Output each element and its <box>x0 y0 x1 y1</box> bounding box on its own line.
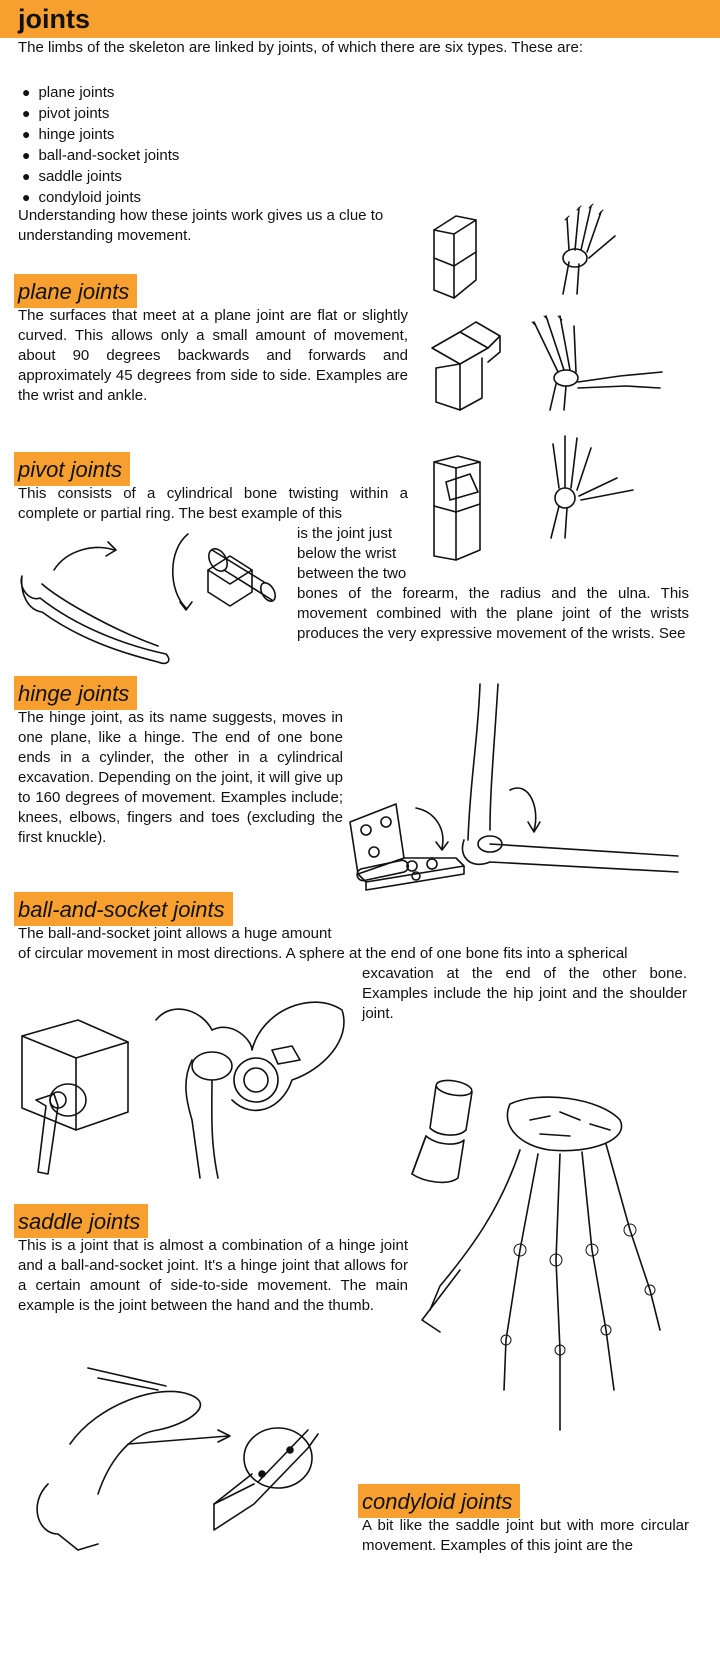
bent-wrist-bones-illustration <box>530 312 670 412</box>
plane-joint-tilted-block-illustration <box>428 318 508 418</box>
intro-text: The limbs of the skeleton are linked by joints, of which there are six types. These are: <box>18 39 584 56</box>
header-bar <box>0 0 720 38</box>
hand-skeleton-illustration <box>410 1090 695 1450</box>
ball-and-socket-text-3: excavation at the end of the other bone. Examples include the hip joint and the shoulder joint. <box>362 965 687 1022</box>
list-item: ● condyloid joints <box>22 187 179 208</box>
page-title: joints <box>18 4 90 34</box>
list-item: ● plane joints <box>22 82 179 103</box>
pivot-joints-text-2: is the joint just below the wrist between the two <box>297 525 407 582</box>
understanding-text: Understanding how these joints work gives us a clue to understanding movement. <box>18 207 384 244</box>
list-item: ● saddle joints <box>22 166 179 187</box>
elbow-hinge-illustration <box>450 680 680 880</box>
list-item: ● ball-and-socket joints <box>22 145 179 166</box>
pivot-joints-text-1: This consists of a cylindrical bone twisting within a complete or partial ring. The best example of this <box>18 485 408 522</box>
saddle-joints-heading: saddle joints <box>14 1204 148 1238</box>
saddle-joints-text: This is a joint that is almost a combination of a hinge joint and a ball-and-socket joint. It's a hinge joint that allows for a certain amount of side-to-side movement. The main example is the joint between the hand and the thumb. <box>18 1237 408 1314</box>
door-hinge-illustration <box>346 800 466 904</box>
ball-and-socket-text-2: of circular movement in most directions. A sphere at the end of one bone fits into a spherical <box>18 945 628 962</box>
ball-socket-cube-illustration <box>18 1016 133 1176</box>
condyloid-joints-text: A bit like the saddle joint but with more circular movement. Examples of this joint are the <box>362 1517 689 1554</box>
pivot-cylinder-illustration <box>168 530 278 630</box>
plane-joints-heading: plane joints <box>14 274 137 308</box>
joint-types-list <box>22 82 179 208</box>
plane-joint-block-illustration <box>430 212 490 302</box>
hinge-joints-text: The hinge joint, as its name suggests, moves in one plane, like a hinge. The end of one bone ends in a cylinder, the other in a cylindrical excavation. Depending on the joint, it will give up to 160 degrees of movement. Examples include; knees, elbows, fingers and toes (excluding the first knuckle). <box>18 709 343 846</box>
ball-and-socket-text-1: The ball-and-socket joint allows a huge amount <box>18 925 332 942</box>
plane-joints-text: The surfaces that meet at a plane joint are flat or slightly curved. This allows only a small amount of movement, about 90 degrees backwards and forwards and approximately 45 degrees from side to side. Examples are the wrist and ankle. <box>18 307 408 404</box>
forearm-pivot-illustration <box>18 528 173 668</box>
list-item: ● pivot joints <box>22 103 179 124</box>
condyloid-joints-heading: condyloid joints <box>358 1484 520 1518</box>
hinge-joints-heading: hinge joints <box>14 676 137 710</box>
condyloid-thumb-illustration <box>18 1364 338 1554</box>
pivot-joints-text-3: bones of the forearm, the radius and the ulna. This movement combined with the plane joint of the wrists produces the very expressive movement of the wrists. See <box>297 585 689 642</box>
ball-and-socket-joints-heading: ball-and-socket joints <box>14 892 233 926</box>
wrist-bones-illustration <box>555 196 645 296</box>
pivot-joints-heading: pivot joints <box>14 452 130 486</box>
rotated-wrist-bones-illustration <box>545 430 645 540</box>
list-item: ● hinge joints <box>22 124 179 145</box>
pivot-joint-block-illustration <box>430 452 500 562</box>
hip-joint-illustration <box>152 990 352 1180</box>
